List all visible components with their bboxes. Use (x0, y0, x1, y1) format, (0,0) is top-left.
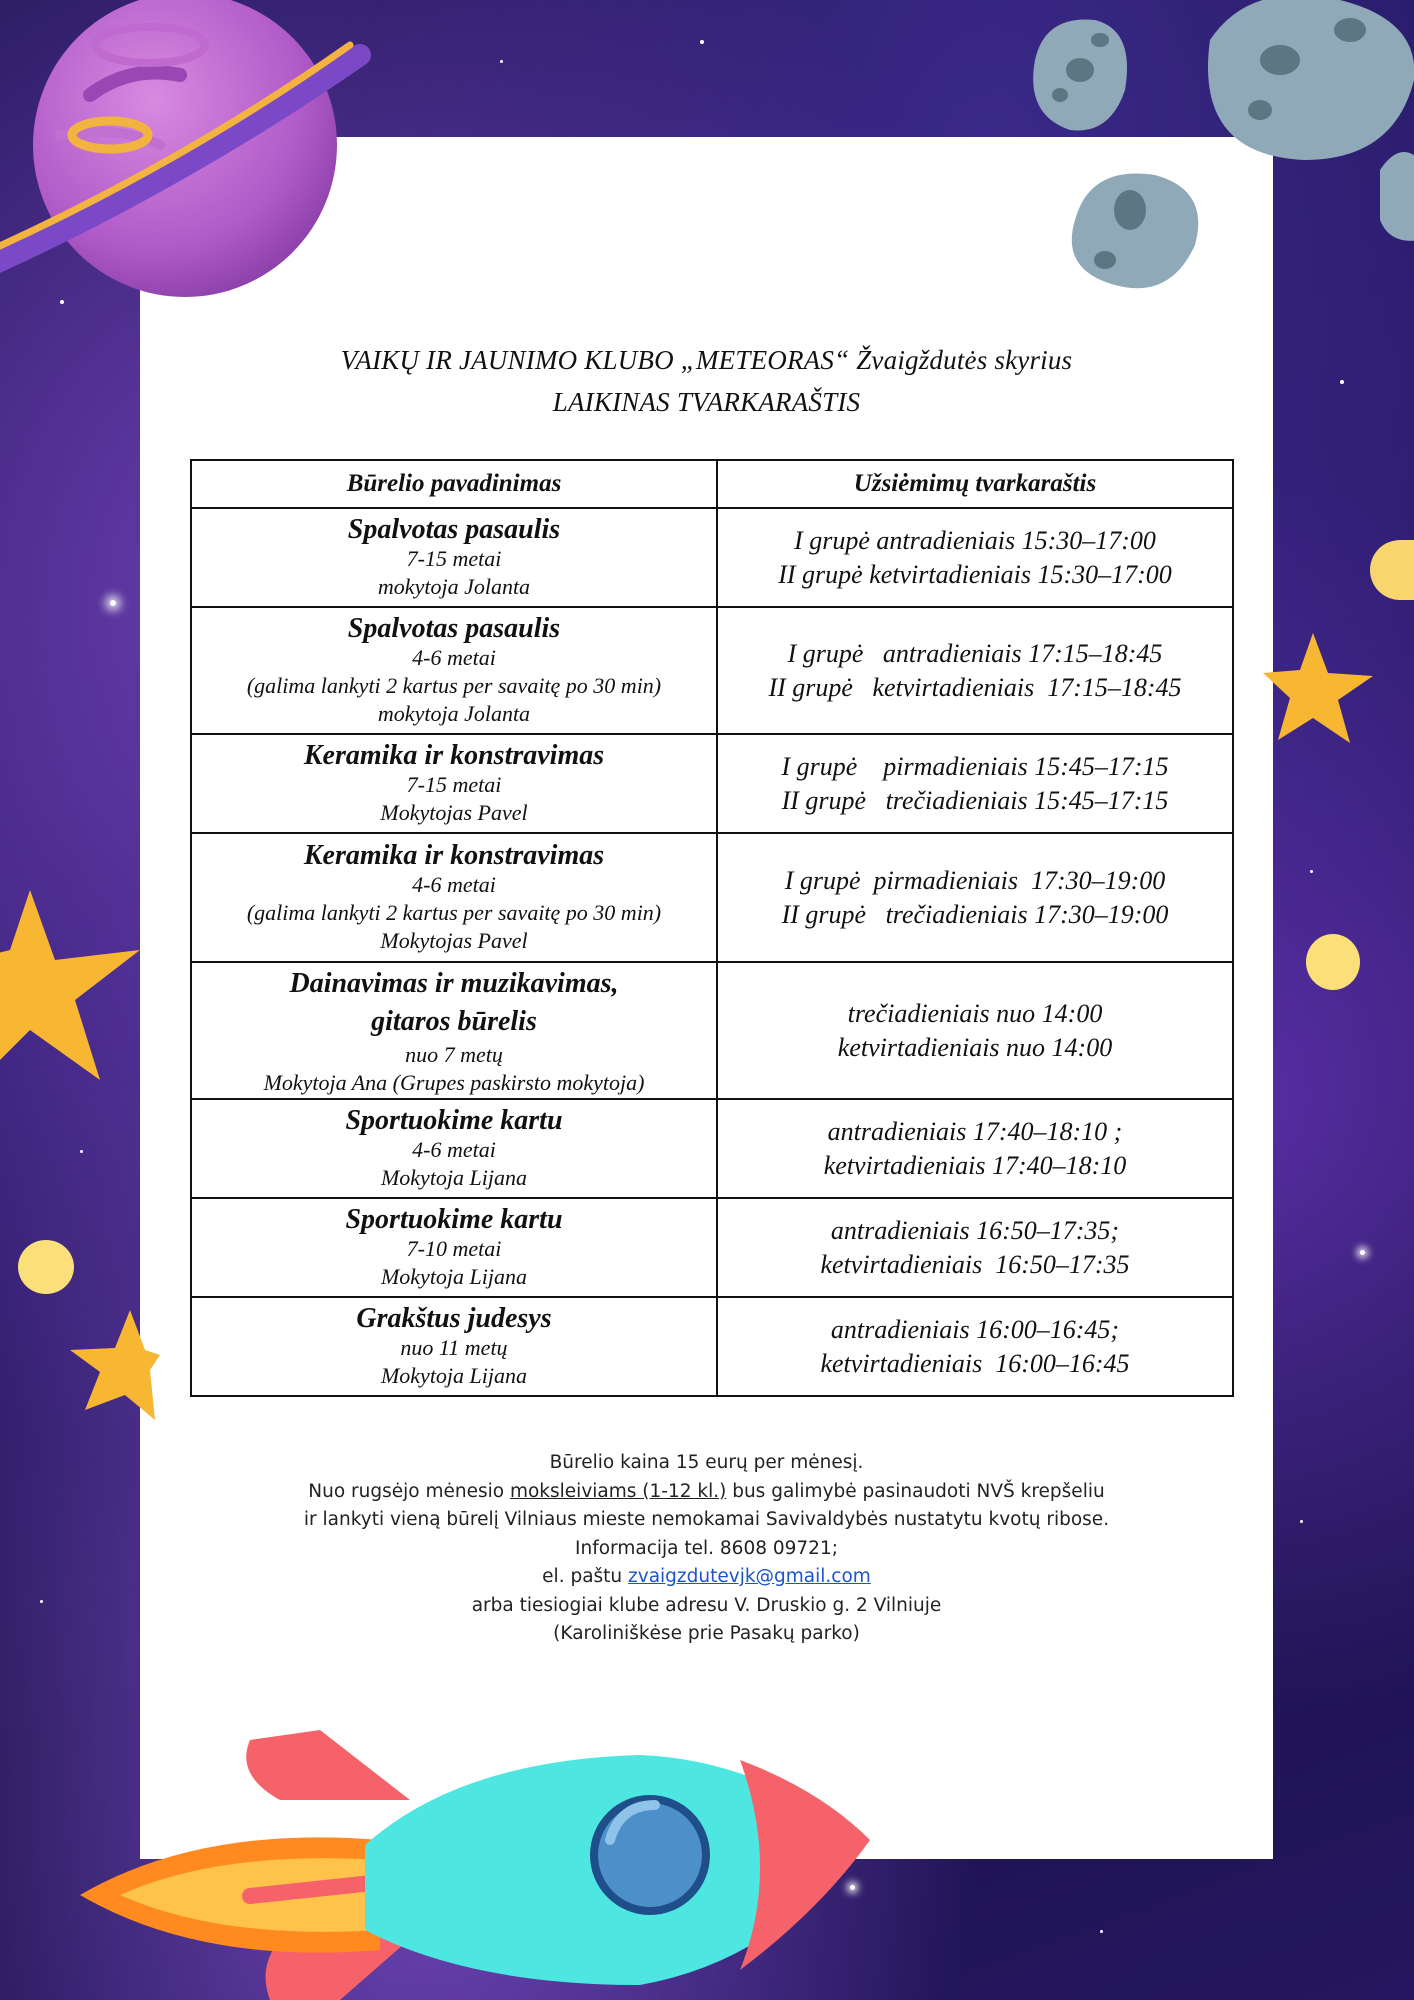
club-name-continued: gitaros būrelis (371, 1005, 537, 1037)
schedule-line: ketvirtadieniais 16:50–17:35 (820, 1249, 1130, 1279)
table-row (191, 962, 1233, 1099)
email-label: el. paštu (542, 1566, 629, 1587)
club-age: 7-15 metai (406, 772, 502, 797)
nvs-audience: moksleiviams (1-12 kl.) (509, 1480, 727, 1502)
header-club-name: Būrelio pavadinimas (191, 460, 717, 508)
email-link[interactable]: zvaigzdutevjk@gmail.com (628, 1566, 871, 1587)
table-row (191, 607, 1233, 734)
club-name: Spalvotas pasaulis (347, 514, 561, 545)
schedule-line: antradieniais 16:50–17:35; (830, 1215, 1120, 1245)
table-row (191, 1099, 1233, 1198)
club-age: 7-10 metai (406, 1236, 502, 1261)
price-text: Būrelio kaina 15 eurų per mėnesį. (549, 1452, 864, 1473)
planet-icon (0, 0, 360, 310)
free-club-text: ir lankyti vieną būrelį Vilniaus mieste nemokamai Savivaldybės nustatytu kvotų ribose. (303, 1509, 1110, 1530)
nvs-text (140, 1478, 1273, 1507)
document-title: VAIKŲ IR JAUNIMO KLUBO „METEORAS“ Žvaigždutės skyrius (340, 345, 1073, 375)
club-teacher: Mokytoja Ana (Grupes paskirsto mokytoja) (263, 1069, 645, 1095)
schedule-line: I grupė pirmadieniais 15:45–17:15 (781, 751, 1169, 781)
club-teacher: mokytoja Jolanta (377, 701, 531, 726)
phone-text: Informacija tel. 8608 09721; (575, 1537, 838, 1559)
club-cell (191, 1099, 717, 1198)
club-name: Dainavimas ir muzikavimas, (289, 967, 619, 999)
table-header-row (191, 460, 1233, 508)
club-name: Grakštus judesys (356, 1303, 552, 1334)
schedule-cell (717, 607, 1233, 734)
club-cell (191, 734, 717, 833)
rocket-icon (80, 1730, 900, 2000)
club-cell (191, 508, 717, 607)
star-icon (1268, 628, 1388, 748)
club-age: nuo 11 metų (400, 1335, 508, 1360)
schedule-cell (717, 1297, 1233, 1396)
star-icon (0, 890, 150, 1110)
moon-dot-icon (18, 1240, 74, 1294)
club-note: (galima lankyti 2 kartus per savaitę po 30 min) (246, 900, 662, 925)
club-age: 4-6 metai (412, 872, 496, 897)
nvs-text-end: bus galimybė pasinaudoti NVŠ krepšeliu (726, 1480, 1105, 1502)
club-teacher: Mokytoja Lijana (380, 1264, 528, 1289)
schedule-line: I grupė pirmadieniais 17:30–19:00 (784, 865, 1166, 895)
club-name: Sportuokime kartu (345, 1204, 563, 1235)
club-teacher: Mokytoja Lijana (380, 1165, 528, 1190)
club-cell (191, 607, 717, 734)
club-cell (191, 833, 717, 962)
header-schedule: Užsiėmimų tvarkaraštis (717, 460, 1233, 508)
address-text: arba tiesiogiai klube adresu V. Druskio g. 2 Vilniuje (471, 1594, 942, 1616)
schedule-line: ketvirtadieniais 17:40–18:10 (823, 1150, 1127, 1180)
schedule-line: ketvirtadieniais nuo 14:00 (837, 1032, 1113, 1062)
schedule-line: II grupė trečiadieniais 17:30–19:00 (781, 899, 1169, 929)
club-teacher: Mokytojas Pavel (380, 928, 528, 953)
schedule-cell (717, 962, 1233, 1099)
club-note: (galima lankyti 2 kartus per savaitę po 30 min) (246, 673, 662, 698)
schedule-cell (717, 734, 1233, 833)
schedule-table (190, 459, 1234, 1397)
club-age: 7-15 metai (406, 546, 502, 571)
schedule-line: II grupė ketvirtadieniais 17:15–18:45 (768, 672, 1182, 702)
schedule-line: antradieniais 16:00–16:45; (830, 1314, 1120, 1344)
schedule-line: antradieniais 17:40–18:10 ; (827, 1116, 1123, 1146)
club-name: Sportuokime kartu (345, 1105, 563, 1136)
schedule-cell (717, 833, 1233, 962)
club-teacher: Mokytojas Pavel (380, 800, 528, 825)
schedule-cell (717, 508, 1233, 607)
table-row (191, 508, 1233, 607)
table-row (191, 1297, 1233, 1396)
footer-info (140, 1449, 1273, 1649)
email-line (140, 1563, 1273, 1592)
schedule-line: I grupė antradieniais 17:15–18:45 (787, 638, 1163, 668)
moon-dot-icon (1306, 934, 1360, 990)
schedule-line: II grupė trečiadieniais 15:45–17:15 (781, 785, 1169, 815)
club-age: 4-6 metai (412, 1137, 496, 1162)
document-sheet (140, 137, 1273, 1859)
club-name: Keramika ir konstravimas (303, 740, 605, 771)
club-age: 4-6 metai (412, 645, 496, 670)
table-row (191, 734, 1233, 833)
schedule-line: I grupė antradieniais 15:30–17:00 (794, 525, 1156, 555)
schedule-line: trečiadieniais nuo 14:00 (847, 998, 1103, 1028)
schedule-cell (717, 1198, 1233, 1297)
nvs-text-start: Nuo rugsėjo mėnesio (308, 1480, 510, 1502)
document-subtitle: LAIKINAS TVARKARAŠTIS (552, 387, 861, 417)
club-age: nuo 7 metų (405, 1041, 503, 1067)
location-text: (Karoliniškėse prie Pasakų parko) (553, 1623, 860, 1644)
table-row (191, 1198, 1233, 1297)
schedule-line: ketvirtadieniais 16:00–16:45 (820, 1348, 1130, 1378)
moon-dot-icon (1370, 540, 1414, 600)
schedule-cell (717, 1099, 1233, 1198)
club-cell (191, 1297, 717, 1396)
star-icon (70, 1310, 150, 1430)
club-name: Spalvotas pasaulis (347, 613, 561, 644)
club-cell (191, 1198, 717, 1297)
club-teacher: mokytoja Jolanta (377, 574, 531, 599)
table-row (191, 833, 1233, 962)
club-teacher: Mokytoja Lijana (380, 1363, 528, 1388)
club-name: Keramika ir konstravimas (303, 840, 605, 871)
club-cell (191, 962, 717, 1099)
schedule-line: II grupė ketvirtadieniais 15:30–17:00 (778, 559, 1172, 589)
asteroid-icon (1030, 0, 1414, 310)
